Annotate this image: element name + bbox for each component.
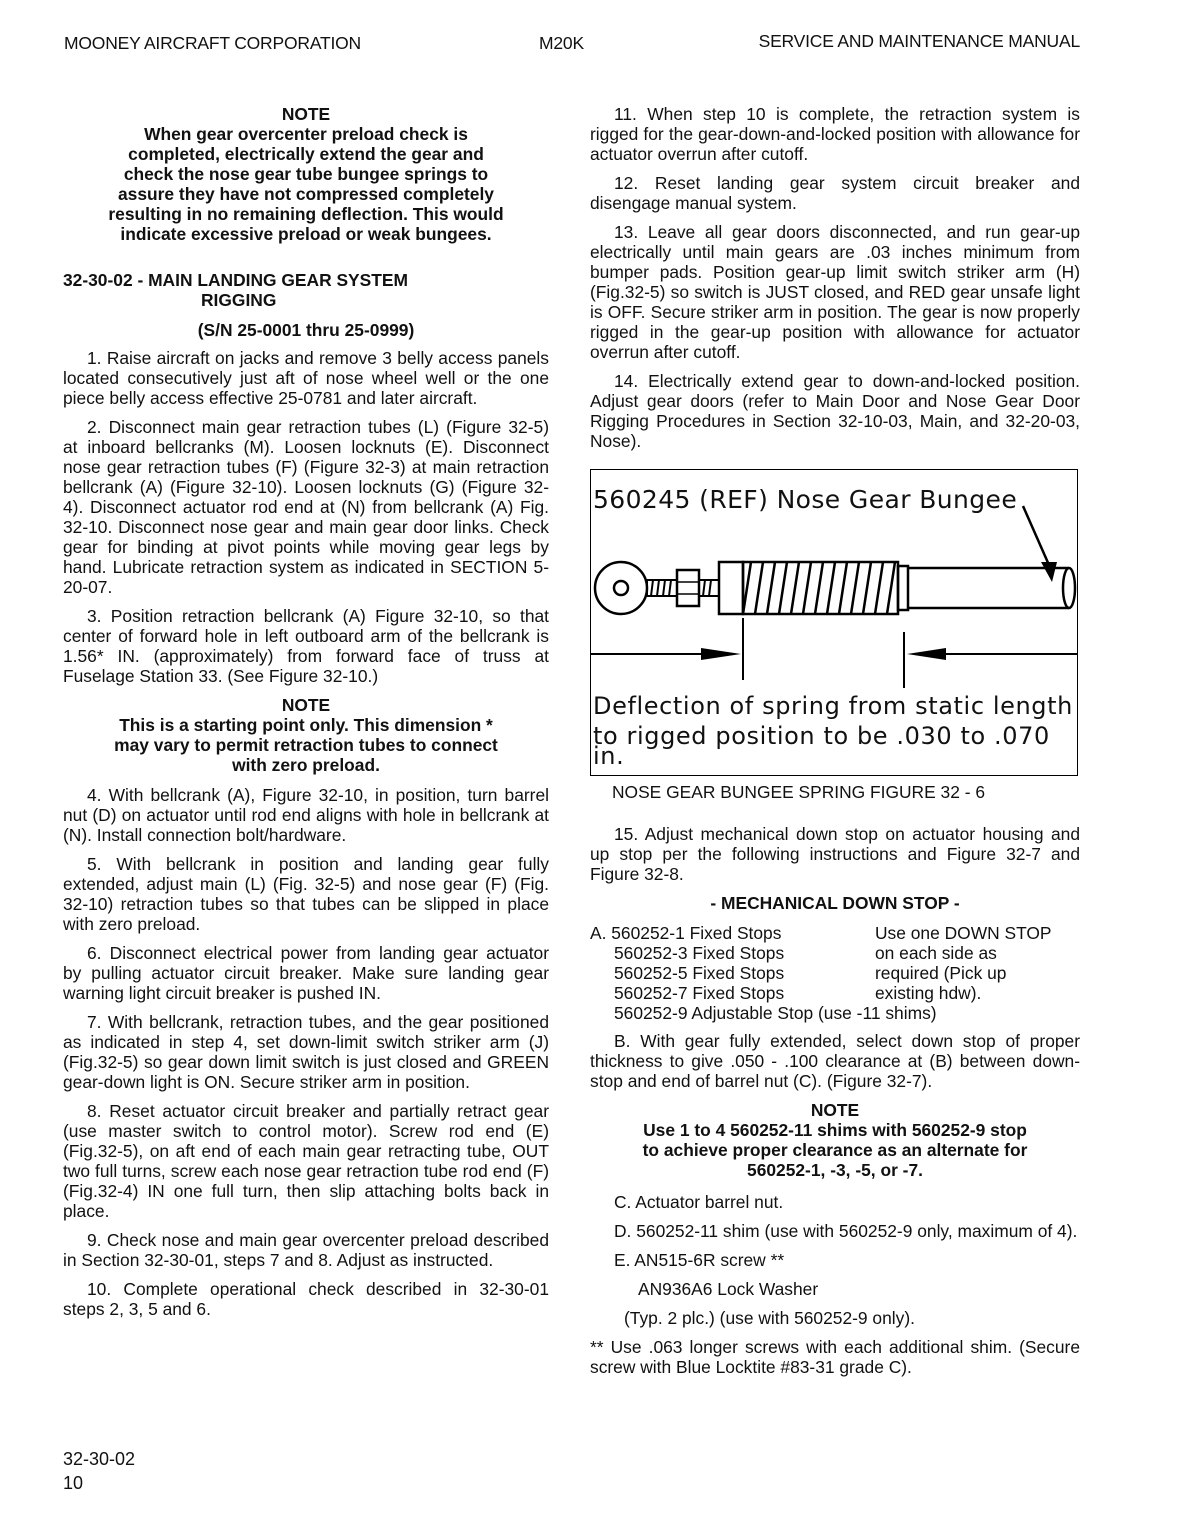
note-title: NOTE	[281, 104, 331, 124]
note-title: NOTE	[281, 695, 331, 715]
stop-row	[590, 1003, 1080, 1023]
step-10: 10. Complete operational check described in 32-30-01 steps 2, 3, 5 and 6.	[63, 1279, 549, 1319]
step-1: 1. Raise aircraft on jacks and remove 3 belly access panels located consecutively just aft of nose wheel well or the one piece belly access effective 25-0781 and later aircraft.	[63, 348, 549, 408]
header-model: M20K	[539, 33, 584, 53]
stop-note: existing hdw).	[875, 983, 982, 1003]
step-7: 7. With bellcrank, retraction tubes, and the gear positioned as indicated in step 4, set down-limit switch striker arm (J) (Fig.32-5) so gear down limit switch is just closed and GREEN gear-down light is ON. Secure striker arm in position.	[63, 1012, 549, 1092]
item-e-washer: AN936A6 Lock Washer	[638, 1279, 819, 1299]
footer-page-number: 10	[63, 1473, 84, 1493]
step-2: 2. Disconnect main gear retraction tubes (L) (Figure 32-5) at inboard bellcranks (M). Loosen locknuts (E). Disconnect nose gear retraction tubes (F) (Figure 32-3) at main retraction bellcrank (A) (Figure 32-10). Loosen locknuts (G) (Figure 32-4). Disconnect actuator rod end at (N) from bellcrank (A) Fig. 32-10. Disconnect nose gear and main gear door links. Check gear for binding at pivot points while moving gear legs by hand. Lubricate retraction system as indicated in SECTION 5-20-07.	[63, 417, 549, 597]
step-5: 5. With bellcrank in position and landing gear fully extended, adjust main (L) (Fig. 32-5) and nose gear (F) (Fig. 32-10) retraction tubes so that tubes can be slipped in place with zero preload.	[63, 854, 549, 934]
note-line: check the nose gear tube bungee springs to	[123, 164, 489, 184]
step-14: 14. Electrically extend gear to down-and-locked position. Adjust gear doors (refer to Main Door and Nose Gear Door Rigging Procedures in Section 32-10-03, Main, and 32-20-03, Nose).	[590, 371, 1080, 451]
note-preload	[63, 104, 549, 244]
footnote: ** Use .063 longer screws with each additional shim. (Secure screw with Blue Locktite #83-31 grade C).	[590, 1337, 1080, 1377]
note-line: to achieve proper clearance as an alternate for	[642, 1140, 1028, 1160]
stop-part: 560252-7 Fixed Stops	[614, 983, 785, 1003]
item-d: D. 560252-11 shim (use with 560252-9 only, maximum of 4).	[614, 1221, 1078, 1241]
note-line: 560252-1, -3, -5, or -7.	[747, 1160, 923, 1180]
stop-note: Use one DOWN STOP	[875, 923, 1052, 943]
stop-part: 560252-3 Fixed Stops	[614, 943, 785, 963]
step-8: 8. Reset actuator circuit breaker and partially retract gear (use master switch to control motor). Screw rod end (E) (Fig.32-5), on aft end of each main gear retracting tube, OUT two full turns, screw each nose gear retraction tube rod end (F) (Fig.32-4) IN one full turn, then slip attaching bolts back in place.	[63, 1101, 549, 1221]
note-line: completed, electrically extend the gear and	[128, 144, 484, 164]
note-starting-point	[63, 695, 549, 775]
down-stop-table	[590, 923, 1080, 1023]
stop-row	[590, 943, 1080, 963]
page-footer	[63, 1447, 135, 1495]
stop-part: 560252-5 Fixed Stops	[614, 963, 785, 983]
note-line: When gear overcenter preload check is	[144, 124, 468, 144]
note-line: may vary to permit retraction tubes to connect	[114, 735, 498, 755]
figure-caption-line: Deflection of spring from static length	[593, 692, 1073, 720]
mechanical-down-stop-heading: - MECHANICAL DOWN STOP -	[710, 893, 960, 913]
note-line: resulting in no remaining deflection. This would	[108, 204, 504, 224]
step-13: 13. Leave all gear doors disconnected, and run gear-up electrically until main gears are .03 inches minimum from bumper pads. Position gear-up limit switch striker arm (H) (Fig.32-5) so switch is JUST closed, and RED gear unsafe light is OFF. Secure striker arm in position. The gear is now properly rigged in the gear-up position with allowance for actuator overrun after cutoff.	[590, 222, 1080, 362]
item-e: E. AN515-6R screw **	[614, 1250, 785, 1270]
section-heading	[63, 270, 549, 310]
step-9: 9. Check nose and main gear overcenter preload described in Section 32-30-01, steps 7 and 8. Adjust as instructed.	[63, 1230, 549, 1270]
figure-title: NOSE GEAR BUNGEE SPRING FIGURE 32 - 6	[612, 782, 986, 802]
section-title: 32-30-02 - MAIN LANDING GEAR SYSTEM	[63, 270, 408, 290]
note-line: indicate excessive preload or weak bungees.	[120, 224, 492, 244]
step-3: 3. Position retraction bellcrank (A) Figure 32-10, so that center of forward hole in left outboard arm of the bellcrank is 1.56* IN. (approximately) from forward face of truss at Fuselage Station 33. (See Figure 32-10.)	[63, 606, 549, 686]
step-11: 11. When step 10 is complete, the retraction system is rigged for the gear-down-and-locked position with allowance for actuator overrun after cutoff.	[590, 104, 1080, 164]
stop-adjustable: 560252-9 Adjustable Stop (use -11 shims)	[614, 1003, 937, 1023]
stop-part: A. 560252-1 Fixed Stops	[590, 923, 782, 943]
note-line: Use 1 to 4 560252-11 shims with 560252-9 stop	[643, 1120, 1027, 1140]
note-title: NOTE	[810, 1100, 860, 1120]
stop-row	[590, 923, 1080, 943]
stop-note: on each side as	[875, 943, 997, 963]
bungee-figure	[590, 469, 1078, 776]
note-line: assure they have not compressed completely	[118, 184, 494, 204]
step-4: 4. With bellcrank (A), Figure 32-10, in position, turn barrel nut (D) on actuator until rod end aligns with hole in bellcrank at (N). Install connection bolt/hardware.	[63, 785, 549, 845]
note-line: with zero preload.	[232, 755, 380, 775]
header-company: MOONEY AIRCRAFT CORPORATION	[64, 33, 361, 53]
section-subtitle: RIGGING	[201, 290, 277, 310]
item-e-note: (Typ. 2 plc.) (use with 560252-9 only).	[624, 1308, 915, 1328]
item-b: B. With gear fully extended, select down stop of proper thickness to give .050 - .100 clearance at (B) between down-stop and end of barrel nut (C). (Figure 32-7).	[590, 1031, 1080, 1091]
step-15: 15. Adjust mechanical down stop on actuator housing and up stop per the following instructions and Figure 32-7 and Figure 32-8.	[590, 824, 1080, 884]
left-column	[63, 104, 549, 1328]
step-12: 12. Reset landing gear system circuit breaker and disengage manual system.	[590, 173, 1080, 213]
header-manual-title: SERVICE AND MAINTENANCE MANUAL	[758, 31, 1080, 51]
serial-range: (S/N 25-0001 thru 25-0999)	[197, 320, 415, 340]
stop-row	[590, 963, 1080, 983]
figure-caption-line: to rigged position to be .030 to .070 in.	[593, 722, 1050, 770]
note-line: This is a starting point only. This dimension *	[119, 715, 493, 735]
page-header	[64, 33, 1080, 57]
stop-note: required (Pick up	[875, 963, 1007, 983]
item-c: C. Actuator barrel nut.	[614, 1192, 784, 1212]
right-column	[590, 104, 1080, 1386]
stop-row	[590, 983, 1080, 1003]
figure-part-label: 560245 (REF) Nose Gear Bungee	[593, 485, 1018, 514]
note-shims	[590, 1100, 1080, 1180]
footer-section: 32-30-02	[63, 1449, 136, 1469]
step-6: 6. Disconnect electrical power from landing gear actuator by pulling actuator circuit breaker. Make sure landing gear warning light circuit breaker is pushed IN.	[63, 943, 549, 1003]
